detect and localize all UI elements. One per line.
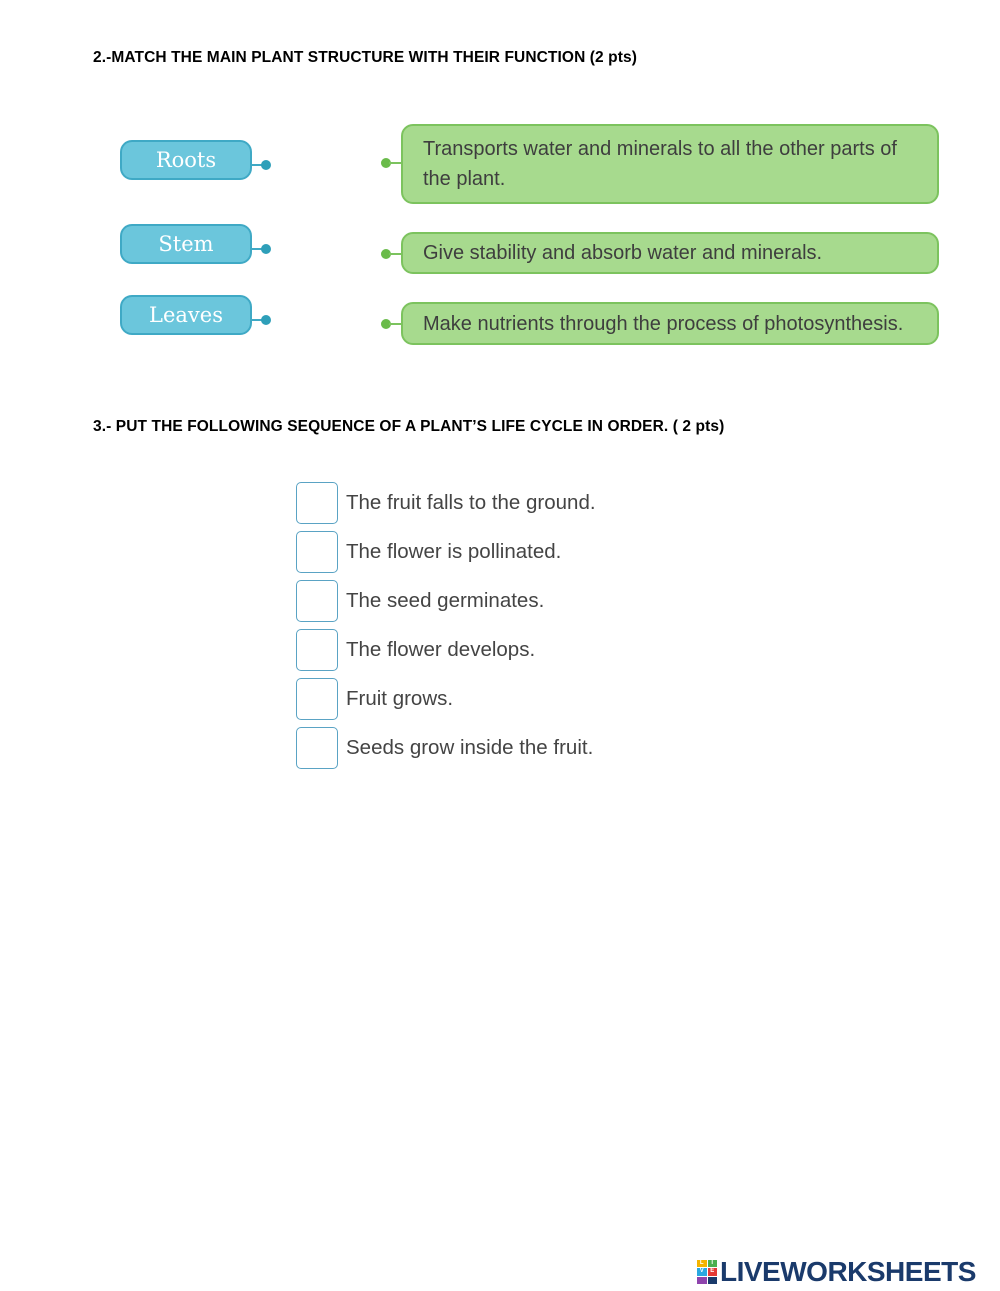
sequence-text: The flower is pollinated. bbox=[346, 540, 562, 563]
term-stem-dot[interactable] bbox=[261, 244, 271, 254]
question-2-title: 2.-MATCH THE MAIN PLANT STRUCTURE WITH THEIR FUNCTION (2 pts) bbox=[93, 49, 637, 66]
sequence-text: Seeds grow inside the fruit. bbox=[346, 736, 594, 759]
function-text: Make nutrients through the process of photosynthesis. bbox=[423, 312, 904, 335]
logo-text: LIVEWORKSHEETS bbox=[720, 1256, 976, 1287]
logo-cell: V bbox=[697, 1268, 707, 1275]
order-input-box[interactable] bbox=[296, 531, 338, 573]
term-roots[interactable]: Roots bbox=[120, 140, 252, 180]
sequence-item bbox=[296, 629, 535, 671]
logo-cell bbox=[708, 1277, 718, 1284]
function-text: Give stability and absorb water and minerals. bbox=[423, 242, 823, 264]
logo-cell: I bbox=[708, 1260, 718, 1267]
function-text: Transports water and minerals to all the other parts of the plant. bbox=[423, 138, 897, 190]
sequence-text: Fruit grows. bbox=[346, 687, 454, 710]
logo-cell bbox=[697, 1277, 707, 1284]
term-leaves-dot[interactable] bbox=[261, 315, 271, 325]
sequence-text: The fruit falls to the ground. bbox=[346, 491, 596, 514]
sequence-item bbox=[296, 727, 593, 769]
logo-icon bbox=[697, 1260, 717, 1284]
term-roots-dot[interactable] bbox=[261, 160, 271, 170]
sequence-item bbox=[296, 678, 453, 720]
order-input-box[interactable] bbox=[296, 727, 338, 769]
sequence-text: The seed germinates. bbox=[346, 589, 545, 612]
liveworksheets-logo bbox=[697, 1256, 976, 1288]
sequence-item bbox=[296, 482, 596, 524]
order-input-box[interactable] bbox=[296, 482, 338, 524]
sequence-text: The flower develops. bbox=[346, 638, 536, 661]
logo-cell: L bbox=[697, 1260, 707, 1267]
function-box-nutrients[interactable] bbox=[401, 302, 939, 345]
order-input-box[interactable] bbox=[296, 629, 338, 671]
term-leaves[interactable]: Leaves bbox=[120, 295, 252, 335]
question-3-title: 3.- PUT THE FOLLOWING SEQUENCE OF A PLANT’S LIFE CYCLE IN ORDER. ( 2 pts) bbox=[93, 418, 725, 435]
order-input-box[interactable] bbox=[296, 580, 338, 622]
sequence-item bbox=[296, 580, 544, 622]
function-box-stability[interactable] bbox=[401, 232, 939, 274]
term-stem[interactable]: Stem bbox=[120, 224, 252, 264]
sequence-item bbox=[296, 531, 561, 573]
order-input-box[interactable] bbox=[296, 678, 338, 720]
logo-cell: E bbox=[708, 1268, 718, 1275]
function-box-transports[interactable] bbox=[401, 124, 939, 204]
